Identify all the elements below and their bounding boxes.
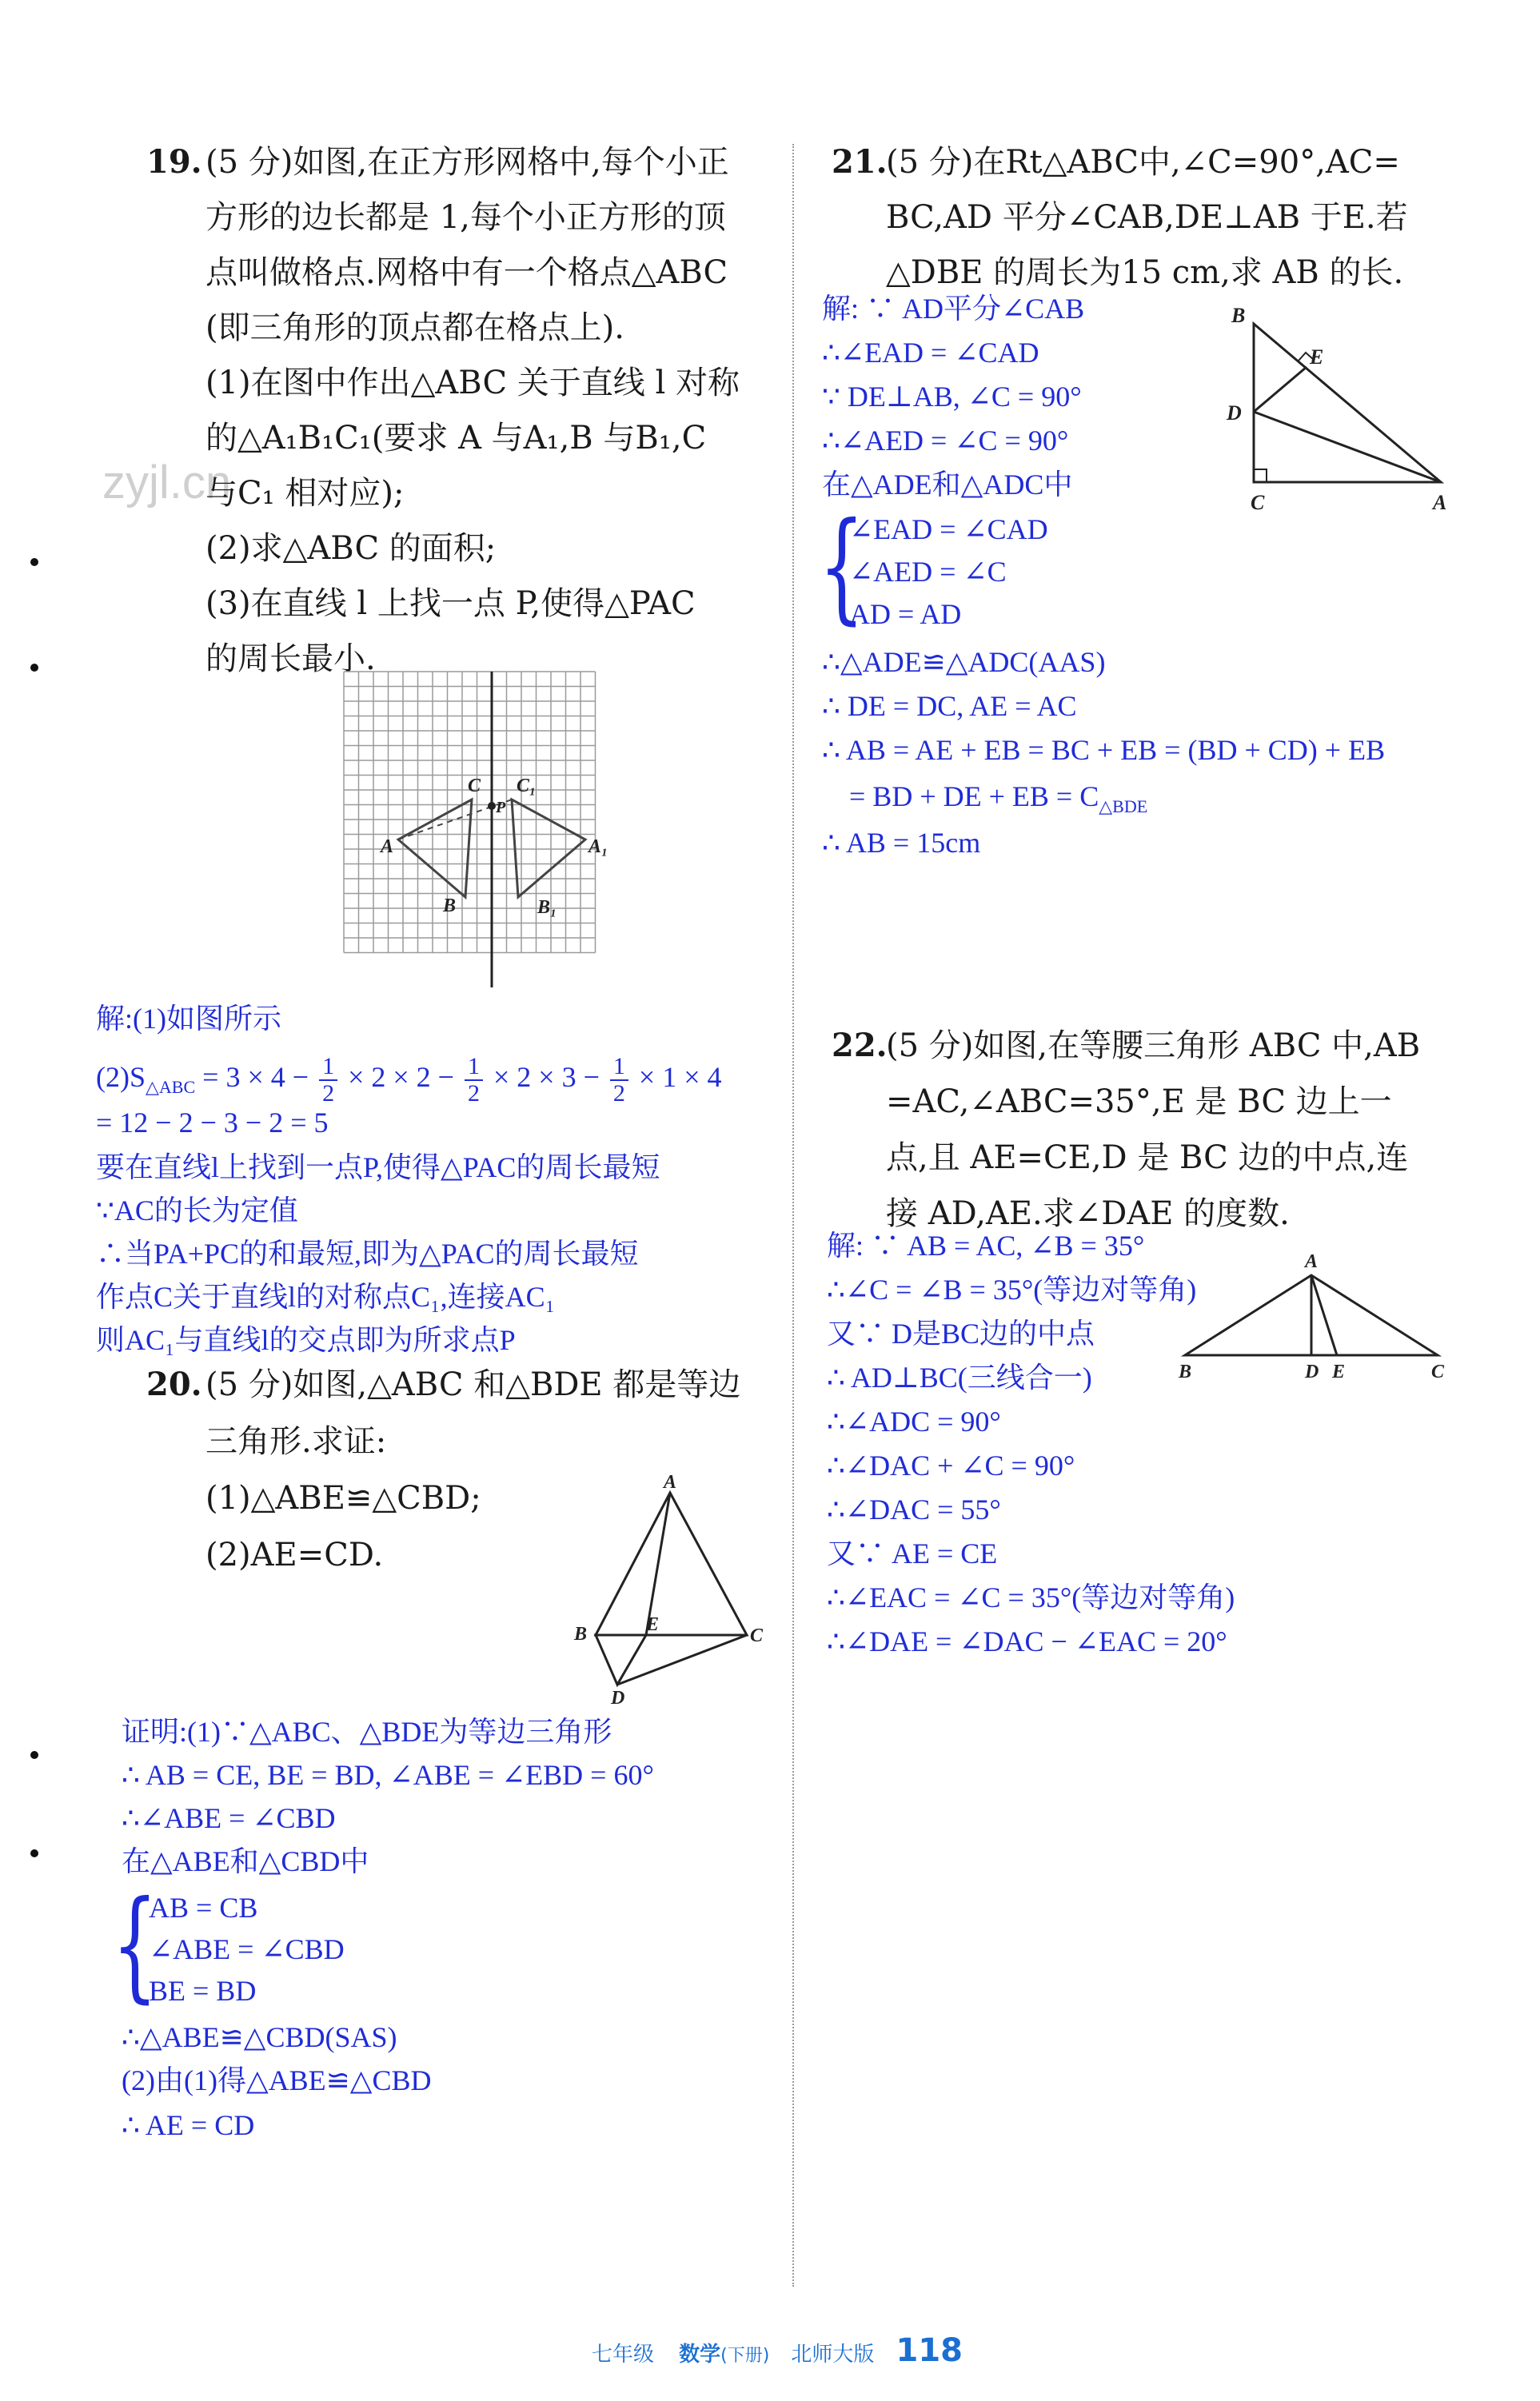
solution-line: ∴∠C = ∠B = 35°(等边对等角) [827,1274,1197,1306]
question-line: △DBE 的周长为15 cm,求 AB 的长. [886,254,1404,291]
solution-line: 作点C关于直线l的对称点C₁,连接AC₁ [96,1281,556,1313]
segment-cd [617,1635,747,1685]
label-e: E [646,1614,660,1635]
question-number: 22. [832,1027,888,1064]
system-line: BE = BD [149,1975,257,2007]
solution-line: ∴ AE = CD [122,2109,255,2141]
solution-line: ∴ DE = DC, AE = AC [822,690,1077,722]
solution-line: ∴∠DAE = ∠DAC − ∠EAC = 20° [827,1625,1227,1657]
question-line: (5 分)在Rt△ABC中,∠C=90°,AC= [886,144,1400,181]
question-number: 19. [146,143,202,181]
solution-line: ∴ AB = 15cm [822,827,981,859]
system-brace: { [819,497,865,636]
solution-line: ∴△ABE≌△CBD(SAS) [122,2021,397,2053]
right-angle-mark-c [1254,469,1267,482]
area-formula [96,1054,722,1106]
question-line: 的周长最小. [205,640,376,677]
solution-line: ∵ DE⊥AB, ∠C = 90° [822,381,1082,413]
formula-sub: △ABC [146,1076,196,1097]
question-line: (5 分)如图,△ABC 和△BDE 都是等边 [205,1366,741,1403]
solution-line: ∴∠AED = ∠C = 90° [822,425,1069,457]
question-line: (1)△ABE≌△CBD; [205,1480,481,1517]
triangle-a1b1c1 [512,800,585,897]
label-d: D [1227,401,1242,425]
column-divider [792,144,794,2287]
solution-line [849,782,1147,816]
grid-figure [344,672,616,991]
label-a: A [1305,1251,1319,1272]
solution-line: ∴当PA+PC的和最短,即为△PAC的周长最短 [96,1238,639,1270]
footer-volume: (下册) [720,2346,770,2366]
question-line: (2)求△ABC 的面积; [205,530,497,567]
solution-line: ∴ AD⊥BC(三线合一) [827,1362,1092,1394]
solution-line: 要在直线l上找到一点P,使得△PAC的周长最短 [96,1151,660,1183]
solution-line: ∴△ADE≌△ADC(AAS) [822,646,1106,678]
formula-part: × 1 × 4 [638,1060,722,1093]
question-line: 与C₁ 相对应); [205,475,405,512]
fraction: $\frac{1}{2}$ [319,1054,337,1106]
question-line: (5 分)如图,在等腰三角形 ABC 中,AB [886,1027,1421,1064]
solution-line: ∴∠ADC = 90° [827,1406,1001,1438]
triangle-abc [398,800,472,897]
triangle-abc [1254,324,1441,482]
fraction: $\frac{1}{2}$ [610,1054,628,1106]
square-grid [344,672,596,953]
solution-line: ∴∠EAC = ∠C = 35°(等边对等角) [827,1581,1235,1613]
label-c: C [1431,1362,1445,1382]
page-footer [592,2332,963,2369]
label-b: B [1179,1362,1192,1382]
fraction: $\frac{1}{2}$ [465,1054,483,1106]
formula-part: = 3 × 4 − [202,1060,309,1093]
solution-line: 解:(1)如图所示 [96,1003,281,1035]
margin-dot [30,558,38,566]
system-line: ∠AED = ∠C [849,556,1007,588]
solution-line: ∵AC的长为定值 [96,1195,298,1226]
label-a: A [664,1472,677,1493]
solution-line: 解: ∵ AD平分∠CAB [822,293,1085,325]
label-d: D [611,1688,625,1709]
triangle-abc [596,1493,747,1635]
perimeter-expression: = BD + DE + EB = C [849,780,1099,812]
segment-ad [1254,412,1441,482]
point-p [488,802,496,810]
isosceles-figure [1167,1243,1455,1383]
question-number: 21. [832,143,888,181]
margin-dot [30,1849,38,1857]
label-p: P [496,799,506,816]
system-brace: { [112,1876,158,2015]
solution-line: 证明:(1)∵△ABC、△BDE为等边三角形 [122,1716,612,1748]
solution-line: 在△ADE和△ADC中 [822,469,1073,501]
right-triangle-figure [1215,300,1455,520]
solution-line: = 12 − 2 − 3 − 2 = 5 [96,1107,329,1139]
solution-line: ∴ AB = AE + EB = BC + EB = (BD + CD) + EB [822,734,1386,766]
solution-line: ∴∠DAC + ∠C = 90° [827,1450,1075,1482]
footer-subject: 数学 [679,2343,721,2367]
label-b1: B₁ [537,897,557,918]
question-line: 点叫做格点.网格中有一个格点△ABC [205,254,728,291]
label-c: C [750,1625,764,1646]
question-line: (3)在直线 l 上找一点 P,使得△PAC [205,585,696,622]
label-d: D [1305,1362,1319,1382]
question-number: 20. [146,1366,202,1403]
label-c: C [1251,491,1265,514]
footer-grade: 七年级 [592,2343,655,2367]
question-line: (5 分)如图,在正方形网格中,每个小正 [205,144,729,181]
label-a: A [1433,491,1447,514]
solution-line: ∴∠DAC = 55° [827,1494,1001,1526]
perimeter-sub: △BDE [1099,796,1148,817]
page-number: 118 [896,2332,963,2369]
solution-line: (2)由(1)得△ABE≌△CBD [122,2064,432,2096]
label-c: C [468,776,481,796]
solution-line: 又∵ D是BC边的中点 [827,1318,1095,1350]
segment-ae [1311,1275,1337,1355]
formula-part: × 2 × 2 − [348,1060,454,1093]
footer-edition: 北师大版 [791,2343,875,2367]
margin-dot [30,664,38,672]
label-b: B [574,1624,588,1645]
question-line: (2)AE=CD. [205,1537,384,1573]
formula-part: × 2 × 3 − [493,1060,600,1093]
segment-de [1254,367,1307,412]
label-b: B [1231,304,1246,327]
system-line: AB = CB [149,1892,258,1924]
question-line: 的△A₁B₁C₁(要求 A 与A₁,B 与B₁,C [205,420,707,457]
solution-line: 又∵ AE = CE [827,1538,998,1569]
solution-line: ∴∠EAD = ∠CAD [822,337,1039,369]
formula-s: (2)S [96,1060,146,1093]
solution-line: 则AC₁与直线l的交点即为所求点P [96,1324,516,1356]
system-line: ∠EAD = ∠CAD [849,513,1048,545]
label-a: A [381,836,394,857]
label-a1: A₁ [588,836,608,857]
solution-line: ∴∠ABE = ∠CBD [122,1802,336,1834]
question-line: 方形的边长都是 1,每个小正方形的顶 [205,199,726,236]
label-e: E [1310,345,1324,369]
equilateral-figure [560,1472,776,1709]
system-line: ∠ABE = ∠CBD [149,1933,345,1965]
question-line: 三角形.求证: [205,1423,387,1460]
question-line: (1)在图中作出△ABC 关于直线 l 对称 [205,365,740,401]
question-line: (即三角形的顶点都在格点上). [205,309,624,346]
question-line: 接 AD,AE.求∠DAE 的度数. [886,1195,1290,1232]
label-e: E [1332,1362,1346,1382]
watermark: zyjl.cn [102,457,232,509]
solution-line: 解: ∵ AB = AC, ∠B = 35° [827,1230,1145,1262]
margin-dot [30,1751,38,1759]
solution-line: 在△ABE和△CBD中 [122,1845,369,1877]
question-line: BC,AD 平分∠CAB,DE⊥AB 于E.若 [886,199,1408,236]
solution-line: ∴ AB = CE, BE = BD, ∠ABE = ∠EBD = 60° [122,1759,654,1791]
label-b: B [443,895,457,916]
label-c1: C₁ [517,776,537,796]
question-line: =AC,∠ABC=35°,E 是 BC 边上一 [886,1083,1392,1120]
question-line: 点,且 AE=CE,D 是 BC 边的中点,连 [886,1139,1409,1176]
system-line: AD = AD [849,598,962,630]
